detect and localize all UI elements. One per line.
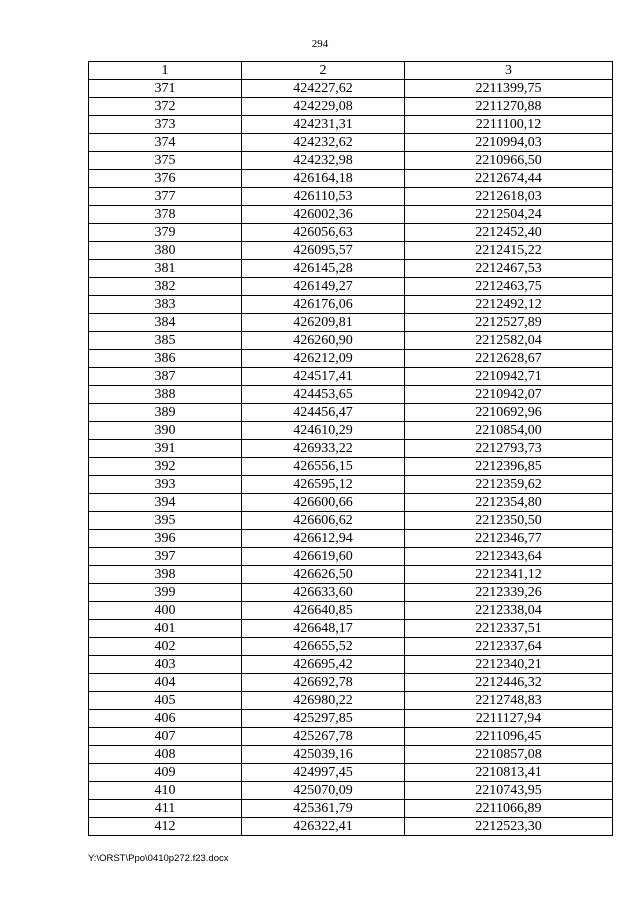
x-coordinate-cell: 426209,81 — [242, 314, 405, 332]
y-coordinate-cell: 2210854,00 — [405, 422, 613, 440]
x-coordinate-cell: 426606,62 — [242, 512, 405, 530]
point-number-cell: 403 — [89, 656, 242, 674]
table-row — [89, 170, 613, 188]
y-coordinate-cell: 2212463,75 — [405, 278, 613, 296]
x-coordinate-cell: 426626,50 — [242, 566, 405, 584]
x-coordinate-cell: 426260,90 — [242, 332, 405, 350]
x-coordinate-cell: 426110,53 — [242, 188, 405, 206]
point-number-cell: 394 — [89, 494, 242, 512]
y-coordinate-cell: 2212452,40 — [405, 224, 613, 242]
y-coordinate-cell: 2212504,24 — [405, 206, 613, 224]
table-row — [89, 692, 613, 710]
table-row — [89, 476, 613, 494]
point-number-cell: 405 — [89, 692, 242, 710]
point-number-cell: 381 — [89, 260, 242, 278]
x-coordinate-cell: 426322,41 — [242, 818, 405, 836]
table-row — [89, 440, 613, 458]
table-row — [89, 728, 613, 746]
point-number-cell: 406 — [89, 710, 242, 728]
table-row — [89, 800, 613, 818]
x-coordinate-cell: 424517,41 — [242, 368, 405, 386]
table-row — [89, 98, 613, 116]
table-row — [89, 530, 613, 548]
x-coordinate-cell: 426556,15 — [242, 458, 405, 476]
point-number-cell: 387 — [89, 368, 242, 386]
table-row — [89, 782, 613, 800]
x-coordinate-cell: 426164,18 — [242, 170, 405, 188]
table-row — [89, 386, 613, 404]
x-coordinate-cell: 424232,98 — [242, 152, 405, 170]
x-coordinate-cell: 425267,78 — [242, 728, 405, 746]
y-coordinate-cell: 2212343,64 — [405, 548, 613, 566]
point-number-cell: 390 — [89, 422, 242, 440]
x-coordinate-cell: 425297,85 — [242, 710, 405, 728]
x-coordinate-cell: 426648,17 — [242, 620, 405, 638]
table-row — [89, 602, 613, 620]
table-row — [89, 566, 613, 584]
y-coordinate-cell: 2210857,08 — [405, 746, 613, 764]
page-number: 294 — [311, 38, 329, 50]
y-coordinate-cell: 2212339,26 — [405, 584, 613, 602]
y-coordinate-cell: 2211399,75 — [405, 80, 613, 98]
table-row — [89, 674, 613, 692]
x-coordinate-cell: 426600,66 — [242, 494, 405, 512]
y-coordinate-cell: 2212492,12 — [405, 296, 613, 314]
y-coordinate-cell: 2212396,85 — [405, 458, 613, 476]
point-number-cell: 407 — [89, 728, 242, 746]
table-row — [89, 260, 613, 278]
point-number-cell: 402 — [89, 638, 242, 656]
point-number-cell: 392 — [89, 458, 242, 476]
point-number-cell: 389 — [89, 404, 242, 422]
x-coordinate-cell: 426612,94 — [242, 530, 405, 548]
point-number-cell: 375 — [89, 152, 242, 170]
x-coordinate-cell: 426056,63 — [242, 224, 405, 242]
column-header-2: 2 — [242, 62, 405, 80]
point-number-cell: 401 — [89, 620, 242, 638]
table-row — [89, 638, 613, 656]
table-row — [89, 206, 613, 224]
table-row — [89, 152, 613, 170]
x-coordinate-cell: 426692,78 — [242, 674, 405, 692]
x-coordinate-cell: 424453,65 — [242, 386, 405, 404]
x-coordinate-cell: 424227,62 — [242, 80, 405, 98]
point-number-cell: 386 — [89, 350, 242, 368]
table-row — [89, 620, 613, 638]
y-coordinate-cell: 2211066,89 — [405, 800, 613, 818]
table-row — [89, 458, 613, 476]
point-number-cell: 383 — [89, 296, 242, 314]
table-row — [89, 746, 613, 764]
table-row — [89, 584, 613, 602]
y-coordinate-cell: 2212467,53 — [405, 260, 613, 278]
point-number-cell: 397 — [89, 548, 242, 566]
table-row — [89, 296, 613, 314]
point-number-cell: 411 — [89, 800, 242, 818]
point-number-cell: 408 — [89, 746, 242, 764]
y-coordinate-cell: 2212748,83 — [405, 692, 613, 710]
table-row — [89, 332, 613, 350]
table-row — [89, 656, 613, 674]
y-coordinate-cell: 2210994,03 — [405, 134, 613, 152]
x-coordinate-cell: 426212,09 — [242, 350, 405, 368]
x-coordinate-cell: 426002,36 — [242, 206, 405, 224]
x-coordinate-cell: 424232,62 — [242, 134, 405, 152]
table-body — [89, 80, 613, 836]
point-number-cell: 373 — [89, 116, 242, 134]
table-row — [89, 368, 613, 386]
y-coordinate-cell: 2212674,44 — [405, 170, 613, 188]
x-coordinate-cell: 426640,85 — [242, 602, 405, 620]
point-number-cell: 393 — [89, 476, 242, 494]
y-coordinate-cell: 2212338,04 — [405, 602, 613, 620]
y-coordinate-cell: 2211270,88 — [405, 98, 613, 116]
y-coordinate-cell: 2212582,04 — [405, 332, 613, 350]
x-coordinate-cell: 424610,29 — [242, 422, 405, 440]
point-number-cell: 388 — [89, 386, 242, 404]
table-row — [89, 818, 613, 836]
footer-file-path: Y:\ORST\Ppo\0410p272.f23.docx — [88, 853, 229, 864]
table-row — [89, 224, 613, 242]
point-number-cell: 400 — [89, 602, 242, 620]
point-number-cell: 412 — [89, 818, 242, 836]
y-coordinate-cell: 2210813,41 — [405, 764, 613, 782]
x-coordinate-cell: 424997,45 — [242, 764, 405, 782]
x-coordinate-cell: 425070,09 — [242, 782, 405, 800]
y-coordinate-cell: 2212628,67 — [405, 350, 613, 368]
x-coordinate-cell: 426176,06 — [242, 296, 405, 314]
table-row — [89, 494, 613, 512]
y-coordinate-cell: 2212350,50 — [405, 512, 613, 530]
point-number-cell: 399 — [89, 584, 242, 602]
x-coordinate-cell: 426933,22 — [242, 440, 405, 458]
y-coordinate-cell: 2212618,03 — [405, 188, 613, 206]
x-coordinate-cell: 426655,52 — [242, 638, 405, 656]
y-coordinate-cell: 2212527,89 — [405, 314, 613, 332]
x-coordinate-cell: 424231,31 — [242, 116, 405, 134]
table-row — [89, 278, 613, 296]
x-coordinate-cell: 425361,79 — [242, 800, 405, 818]
table-row — [89, 80, 613, 98]
point-number-cell: 382 — [89, 278, 242, 296]
y-coordinate-cell: 2212346,77 — [405, 530, 613, 548]
table-row — [89, 422, 613, 440]
point-number-cell: 391 — [89, 440, 242, 458]
y-coordinate-cell: 2210743,95 — [405, 782, 613, 800]
y-coordinate-cell: 2212337,64 — [405, 638, 613, 656]
point-number-cell: 380 — [89, 242, 242, 260]
table-row — [89, 116, 613, 134]
point-number-cell: 404 — [89, 674, 242, 692]
table-row — [89, 242, 613, 260]
y-coordinate-cell: 2210942,71 — [405, 368, 613, 386]
point-number-cell: 398 — [89, 566, 242, 584]
table-header-row — [89, 62, 613, 80]
x-coordinate-cell: 426619,60 — [242, 548, 405, 566]
y-coordinate-cell: 2211127,94 — [405, 710, 613, 728]
y-coordinate-cell: 2210692,96 — [405, 404, 613, 422]
x-coordinate-cell: 426095,57 — [242, 242, 405, 260]
y-coordinate-cell: 2212793,73 — [405, 440, 613, 458]
point-number-cell: 379 — [89, 224, 242, 242]
y-coordinate-cell: 2212523,30 — [405, 818, 613, 836]
table-row — [89, 512, 613, 530]
point-number-cell: 372 — [89, 98, 242, 116]
table-row — [89, 350, 613, 368]
table-row — [89, 314, 613, 332]
y-coordinate-cell: 2210966,50 — [405, 152, 613, 170]
x-coordinate-cell: 426595,12 — [242, 476, 405, 494]
table-row — [89, 710, 613, 728]
point-number-cell: 396 — [89, 530, 242, 548]
point-number-cell: 384 — [89, 314, 242, 332]
point-number-cell: 371 — [89, 80, 242, 98]
table-row — [89, 188, 613, 206]
x-coordinate-cell: 426980,22 — [242, 692, 405, 710]
point-number-cell: 409 — [89, 764, 242, 782]
x-coordinate-cell: 426145,28 — [242, 260, 405, 278]
x-coordinate-cell: 426695,42 — [242, 656, 405, 674]
y-coordinate-cell: 2212337,51 — [405, 620, 613, 638]
column-header-1: 1 — [89, 62, 242, 80]
x-coordinate-cell: 426149,27 — [242, 278, 405, 296]
y-coordinate-cell: 2212354,80 — [405, 494, 613, 512]
y-coordinate-cell: 2212415,22 — [405, 242, 613, 260]
point-number-cell: 378 — [89, 206, 242, 224]
point-number-cell: 410 — [89, 782, 242, 800]
column-header-3: 3 — [405, 62, 613, 80]
y-coordinate-cell: 2210942,07 — [405, 386, 613, 404]
table-row — [89, 548, 613, 566]
table-row — [89, 134, 613, 152]
x-coordinate-cell: 424229,08 — [242, 98, 405, 116]
point-number-cell: 385 — [89, 332, 242, 350]
y-coordinate-cell: 2211096,45 — [405, 728, 613, 746]
table-row — [89, 404, 613, 422]
point-number-cell: 374 — [89, 134, 242, 152]
coordinates-table — [88, 61, 613, 836]
point-number-cell: 376 — [89, 170, 242, 188]
y-coordinate-cell: 2211100,12 — [405, 116, 613, 134]
y-coordinate-cell: 2212341,12 — [405, 566, 613, 584]
x-coordinate-cell: 425039,16 — [242, 746, 405, 764]
y-coordinate-cell: 2212359,62 — [405, 476, 613, 494]
point-number-cell: 377 — [89, 188, 242, 206]
x-coordinate-cell: 424456,47 — [242, 404, 405, 422]
y-coordinate-cell: 2212340,21 — [405, 656, 613, 674]
y-coordinate-cell: 2212446,32 — [405, 674, 613, 692]
table-row — [89, 764, 613, 782]
x-coordinate-cell: 426633,60 — [242, 584, 405, 602]
point-number-cell: 395 — [89, 512, 242, 530]
